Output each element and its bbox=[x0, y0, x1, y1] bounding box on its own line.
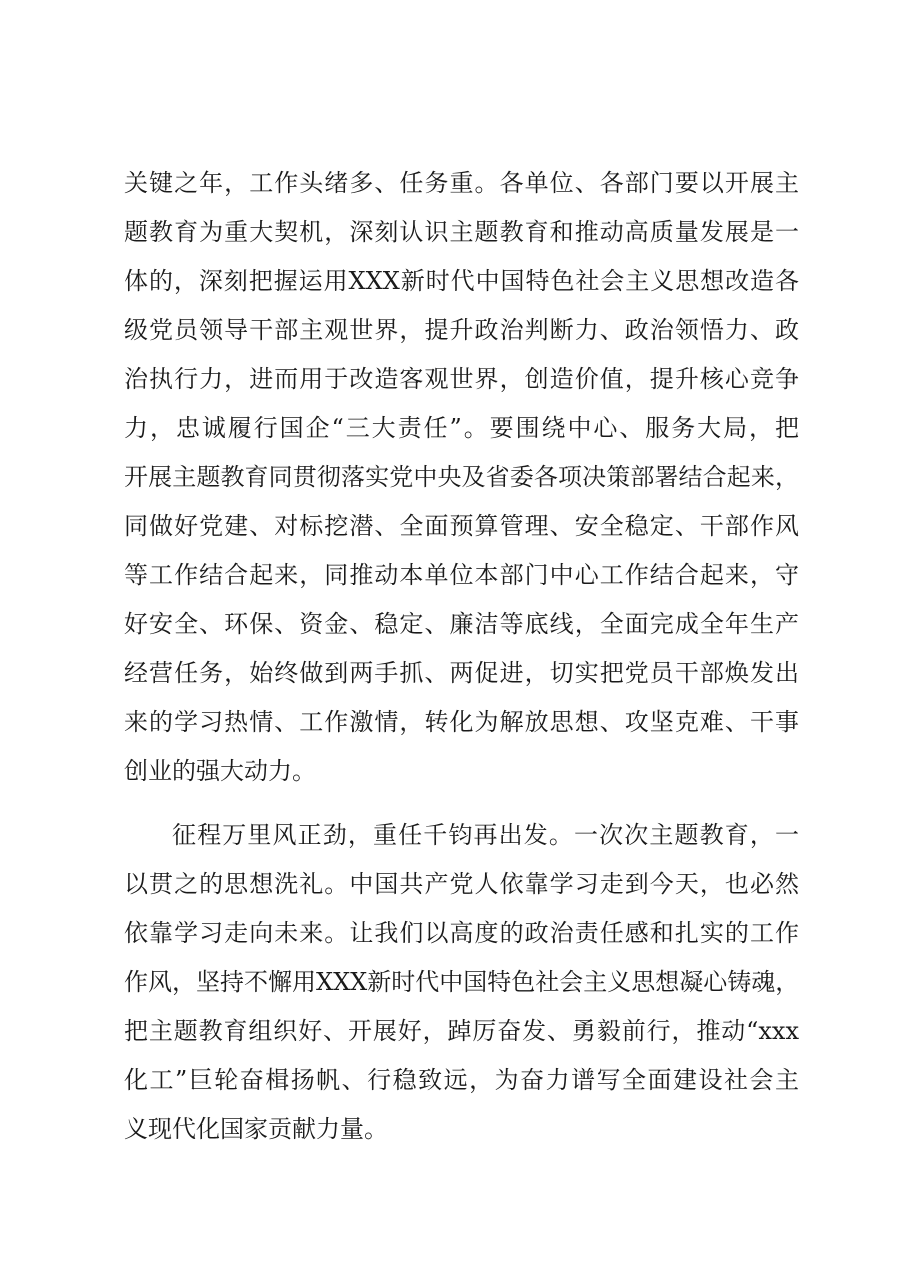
paragraph-2-line-4: 作风，坚持不懈用XXX新时代中国特色社会主义思想凝心铸魂， bbox=[124, 968, 800, 996]
paragraph-1-line-13: 创业的强大动力。 bbox=[124, 757, 316, 785]
paragraph-1-line-9: 等工作结合起来，同推动本单位本部门中心工作结合起来，守 bbox=[124, 561, 799, 589]
paragraph-2-line-2: 以贯之的思想洗礼。中国共产党人依靠学习走到今天，也必然 bbox=[124, 870, 799, 898]
paragraph-2-line-5: 把主题教育组织好、开展好，踔厉奋发、勇毅前行，推动“xxx bbox=[124, 1017, 799, 1045]
paragraph-1-line-4: 级党员领导干部主观世界，提升政治判断力、政治领悟力、政 bbox=[124, 316, 799, 344]
paragraph-2-line-3: 依靠学习走向未来。让我们以高度的政治责任感和扎实的工作 bbox=[124, 919, 799, 947]
paragraph-1-line-5: 治执行力，进而用于改造客观世界，创造价值，提升核心竞争 bbox=[124, 365, 799, 393]
paragraph-1-line-3: 体的，深刻把握运用XXX新时代中国特色社会主义思想改造各 bbox=[124, 267, 799, 295]
paragraph-1-line-8: 同做好党建、对标挖潜、全面预算管理、安全稳定、干部作风 bbox=[124, 512, 799, 540]
paragraph-1-line-1: 关键之年，工作头绪多、任务重。各单位、各部门要以开展主 bbox=[124, 169, 799, 197]
paragraph-2-line-6: 化工”巨轮奋楫扬帆、行稳致远，为奋力谱写全面建设社会主 bbox=[124, 1066, 799, 1094]
paragraph-2-line-1: 征程万里风正劲，重任千钧再出发。一次次主题教育，一 bbox=[172, 821, 799, 849]
paragraph-2-line-7: 义现代化国家贡献力量。 bbox=[124, 1115, 388, 1143]
paragraph-1-line-12: 来的学习热情、工作激情，转化为解放思想、攻坚克难、干事 bbox=[124, 708, 799, 736]
paragraph-1-line-11: 经营任务，始终做到两手抓、两促进，切实把党员干部焕发出 bbox=[124, 659, 799, 687]
paragraph-1-line-7: 开展主题教育同贯彻落实党中央及省委各项决策部署结合起来， bbox=[124, 463, 799, 491]
paragraph-1-line-6: 力，忠诚履行国企“三大责任”。要围绕中心、服务大局，把 bbox=[124, 414, 799, 442]
paragraph-1-line-10: 好安全、环保、资金、稳定、廉洁等底线，全面完成全年生产 bbox=[124, 610, 799, 638]
paragraph-1-line-2: 题教育为重大契机，深刻认识主题教育和推动高质量发展是一 bbox=[124, 218, 799, 246]
